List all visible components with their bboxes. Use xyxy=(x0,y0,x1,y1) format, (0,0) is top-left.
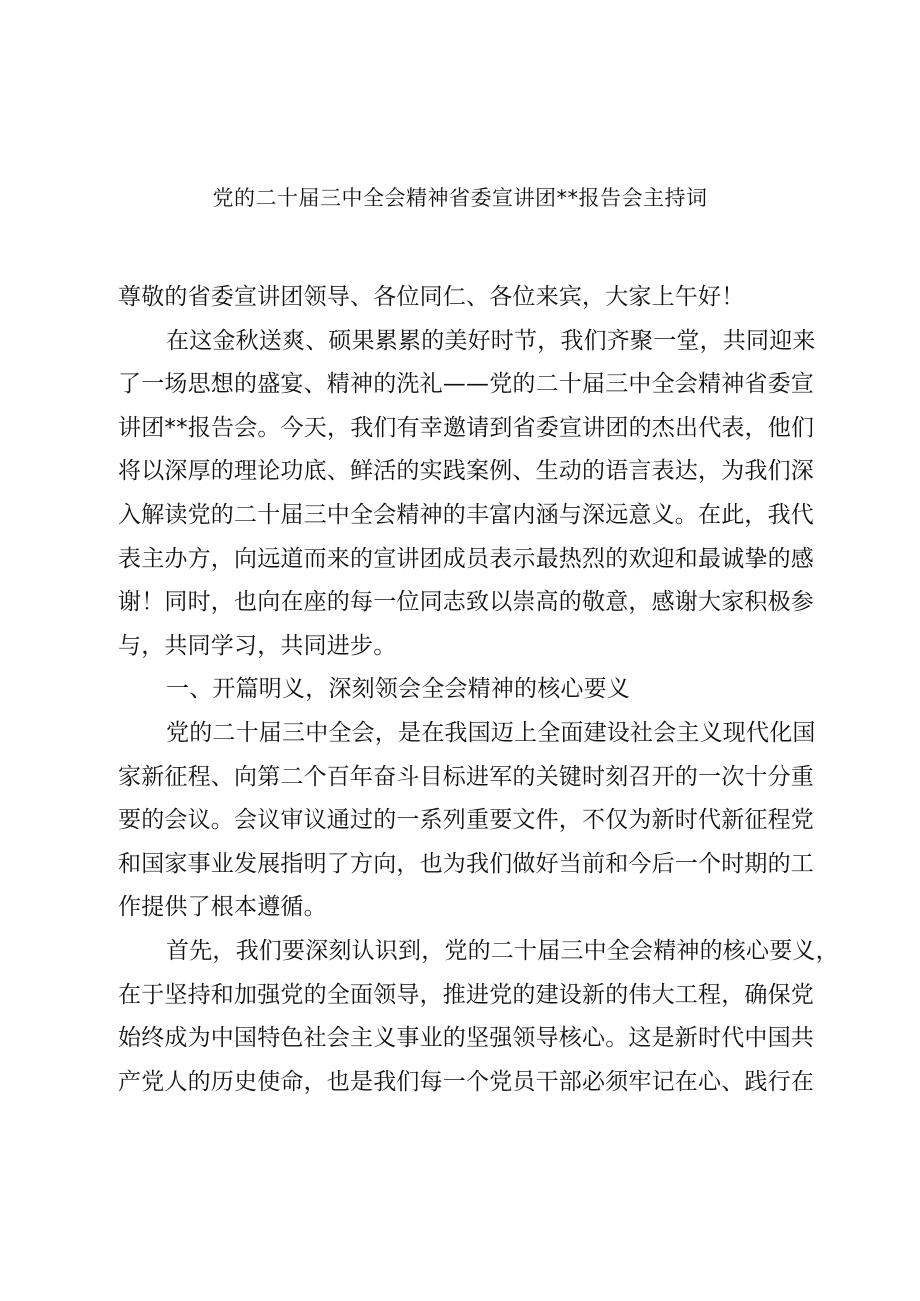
paragraph-line: 党的二十届三中全会，是在我国迈上全面建设社会主义现代化国 xyxy=(166,719,816,746)
paragraph-line: 首先，我们要深刻认识到，党的二十届三中全会精神的核心要义， xyxy=(166,937,839,964)
paragraph-line: 与，共同学习，共同进步。 xyxy=(118,632,397,659)
paragraph-line: 在于坚持和加强党的全面领导，推进党的建设新的伟大工程，确保党 xyxy=(118,981,814,1008)
paragraph-line: 入解读党的二十届三中全会精神的丰富内涵与深远意义。在此，我代 xyxy=(118,501,814,528)
paragraph-line: 家新征程、向第二个百年奋斗目标进军的关键时刻召开的一次十分重 xyxy=(118,763,814,790)
paragraph-line: 作提供了根本遵循。 xyxy=(118,894,327,921)
paragraph-line: 了一场思想的盛宴、精神的洗礼——党的二十届三中全会精神省委宣 xyxy=(118,371,814,398)
paragraph-line: 表主办方，向远道而来的宣讲团成员表示最热烈的欢迎和最诚挚的感 xyxy=(118,545,814,572)
paragraph-line: 始终成为中国特色社会主义事业的坚强领导核心。这是新时代中国共 xyxy=(118,1025,814,1052)
paragraph-line: 在这金秋送爽、硕果累累的美好时节，我们齐聚一堂，共同迎来 xyxy=(166,327,816,354)
document-body xyxy=(118,276,839,1104)
paragraph-line: 讲团**报告会。今天，我们有幸邀请到省委宣讲团的杰出代表，他们 xyxy=(118,414,815,441)
paragraph-line: 将以深厚的理论功底、鲜活的实践案例、生动的语言表达，为我们深 xyxy=(118,458,814,485)
paragraph-line: 要的会议。会议审议通过的一系列重要文件，不仅为新时代新征程党 xyxy=(118,807,814,834)
paragraph-line: 谢！同时，也向在座的每一位同志致以崇高的敬意，感谢大家积极参 xyxy=(118,589,814,616)
section-heading: 一、开篇明义，深刻领会全会精神的核心要义 xyxy=(166,676,630,703)
salutation-line: 尊敬的省委宣讲团领导、各位同仁、各位来宾，大家上午好！ xyxy=(118,284,745,310)
document-title: 党的二十届三中全会精神省委宣讲团**报告会主持词 xyxy=(212,186,708,210)
paragraph-line: 和国家事业发展指明了方向，也为我们做好当前和今后一个时期的工 xyxy=(118,850,814,877)
paragraph-line: 产党人的历史使命，也是我们每一个党员干部必须牢记在心、践行在 xyxy=(118,1068,814,1095)
